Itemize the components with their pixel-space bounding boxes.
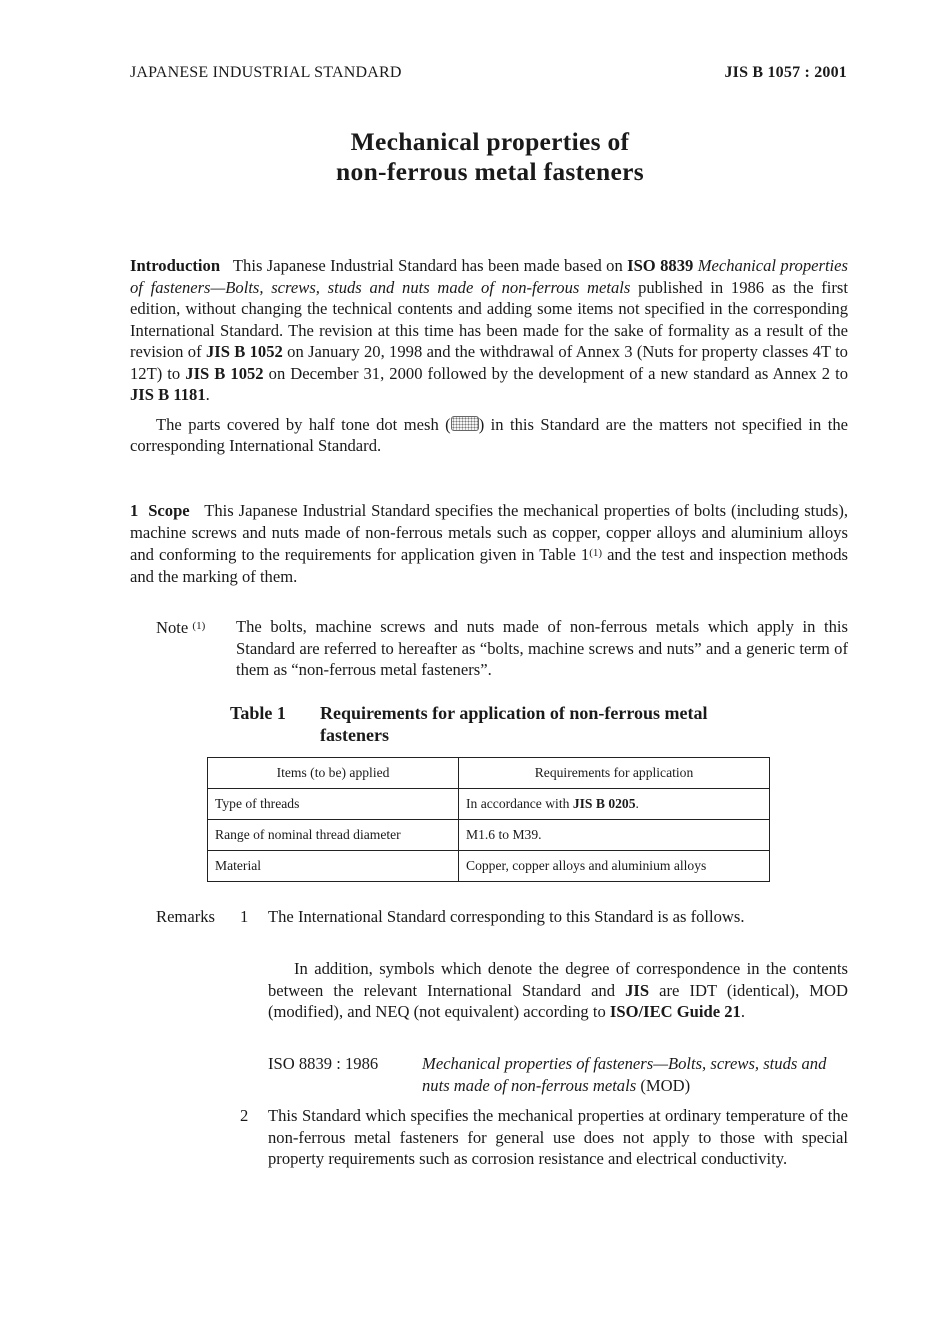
table-row <box>208 851 770 882</box>
header-standard-name: JAPANESE INDUSTRIAL STANDARD <box>130 64 402 81</box>
remark-2 <box>156 1105 848 1170</box>
table-number: Table 1 <box>230 703 286 723</box>
note-text: The bolts, machine screws and nuts made of non-ferrous metals which apply in this Standard are referred to hereafter as “bolts, machine screws and nuts” and a generic term of them as “non-ferrous metal fasteners”. <box>236 617 848 679</box>
title-line-1: Mechanical properties of <box>350 127 630 156</box>
iso-reference <box>268 1053 850 1096</box>
scope-section <box>130 500 848 587</box>
title-line-2: non-ferrous metal fasteners <box>336 157 644 186</box>
introduction-section <box>130 255 848 457</box>
table-header-cell: Items (to be) applied <box>208 758 459 789</box>
scope-number: 1 <box>130 501 139 520</box>
table-cell-requirement: M1.6 to M39. <box>459 820 770 851</box>
table-cell-requirement: In accordance with JIS B 0205. <box>459 789 770 820</box>
introduction-paragraph: Introduction This Japanese Industrial Standard has been made based on ISO 8839 Mechanical properties of fasteners—Bolts, screws, studs and nuts made of non-ferrous metals published in 1986 as the first edition, without changing the technical contents and adding some items not specified in the corresponding International Standard. The revision at this time has been made for the sake of formality as a result of the revision of JIS B 1052 on January 20, 1998 and the withdrawal of Annex 3 (Nuts for property classes 4T to 12T) to JIS B 1052 on December 31, 2000 followed by the development of a new standard as Annex 2 to JIS B 1181. <box>130 256 849 404</box>
remark-1-correspondence <box>156 958 848 1023</box>
table-title: Requirements for application of non-ferrous metal fasteners <box>320 703 708 745</box>
remark-2-text: This Standard which specifies the mechanical properties at ordinary temperature of the non-ferrous metal fasteners for general use does not apply to those with special property requirements such as corrosion resistance and electrical conductivity. <box>268 1106 848 1168</box>
remark-number: 1 <box>240 907 249 926</box>
remark-1-text: The International Standard corresponding to this Standard is as follows. <box>268 907 745 926</box>
scope-heading: Scope <box>148 501 190 520</box>
remark-number: 2 <box>240 1106 249 1125</box>
requirements-table <box>207 757 770 882</box>
table-cell-item: Type of threads <box>208 789 459 820</box>
table-cell-requirement: Copper, copper alloys and aluminium alloys <box>459 851 770 882</box>
table-header-cell: Requirements for application <box>459 758 770 789</box>
table-caption <box>230 702 760 746</box>
header-standard-number: JIS B 1057 : 2001 <box>724 64 847 81</box>
note-1: Note $^{(1)}$ The bolts, machine screws and nuts made of non-ferrous metals which apply in this Standard are referred to hereafter as “bolts, machine screws and nuts” and a generic term of them as “non-ferrous metal fasteners”. <box>156 617 848 679</box>
mesh-paragraph: The parts covered by half tone dot mesh ( ) in this Standard are the matters not specified in the corresponding International Standard. <box>130 414 848 455</box>
page-title <box>0 127 950 187</box>
table-cell-item: Material <box>208 851 459 882</box>
scope-paragraph: 1 Scope This Japanese Industrial Standard specifies the mechanical properties of bolts (including studs), machine screws and nuts made of non-ferrous metals such as copper, copper alloys and aluminium alloys and conforming to the requirements for application given in Table 1$^{(1)}$ and the test and inspection methods and the marking of them. <box>130 501 849 586</box>
remarks-label: Remarks <box>156 907 215 926</box>
halftone-mesh-icon <box>451 416 479 431</box>
table-row <box>208 820 770 851</box>
iso-description: Mechanical properties of fasteners—Bolts, screws, studs and nuts made of non-ferrous metals (MOD) <box>422 1054 827 1095</box>
remark-1 <box>156 906 848 928</box>
table-cell-item: Range of nominal thread diameter <box>208 820 459 851</box>
iso-code: ISO 8839 : 1986 <box>268 1054 379 1073</box>
table-header-row <box>208 758 770 789</box>
correspondence-paragraph: In addition, symbols which denote the degree of correspondence in the contents between the relevant International Standard and JIS are IDT (identical), MOD (modified), and NEQ (not equivalent) according to ISO/IEC Guide 21. <box>268 959 849 1021</box>
introduction-heading: Introduction <box>130 256 221 275</box>
table-row <box>208 789 770 820</box>
